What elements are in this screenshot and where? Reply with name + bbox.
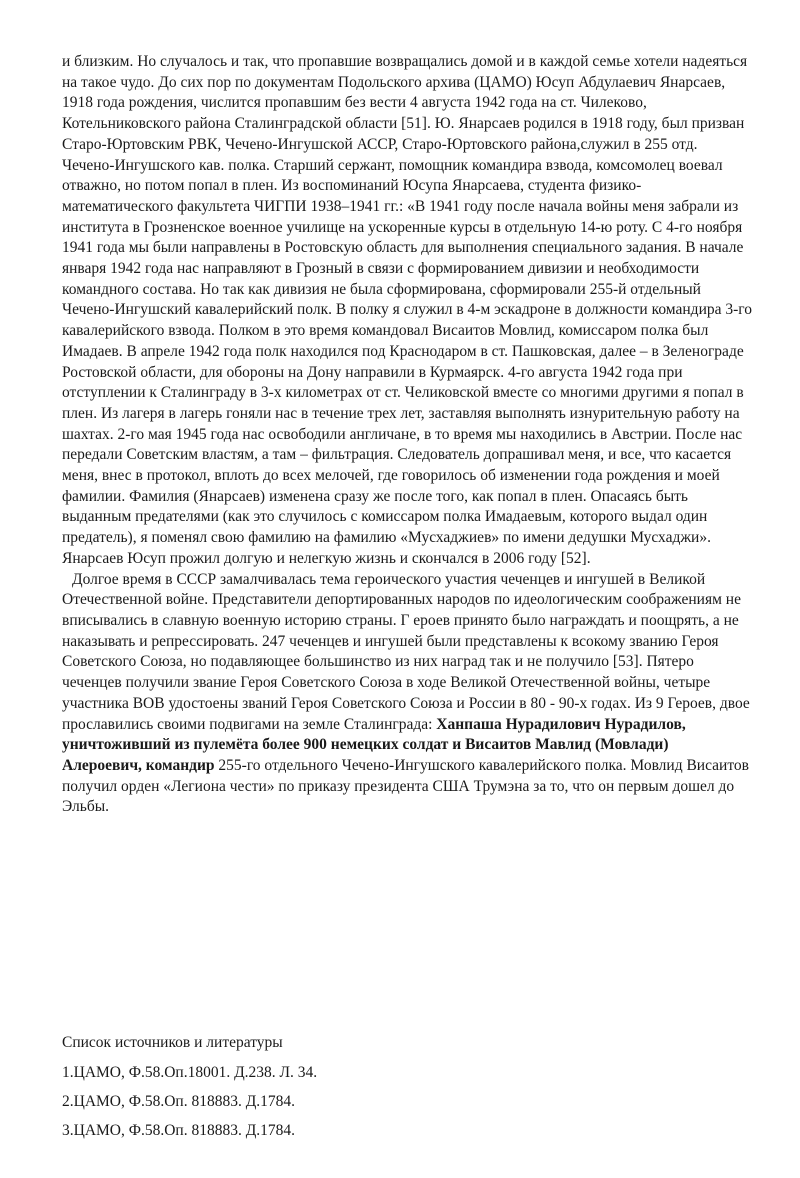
references-title: Список источников и литературы <box>62 1034 283 1051</box>
paragraph-heroes <box>62 570 752 818</box>
reference-item-3: 3.ЦАМО, Ф.58.Оп. 818883. Д.1784. <box>62 1122 296 1139</box>
paragraph-heroes-intro: Долгое время в СССР замалчивалась тема героического участия чеченцев и ингушей в Великой Отечественной войне. Представители депортированных народов по идеологическим соображениям не вписывались в славную военную историю страны. Г ероев принято было награждать и поощрять, а не наказывать и репрессировать. 247 чеченцев и ингушей были представлены к всокому званию Героя Советского Союза, но подавляющее большинство из них наград так и не получило [53]. Пятеро чеченцев получили звание Героя Советского Союза в ходе Великой Отечественной войны, четыре участника ВОВ удостоены званий Героя Советского Союза и России в 80 - 90-х годах. Из 9 Героев, двое прославились своими подвигами на земле Сталинграда: <box>62 570 750 733</box>
paragraph-heroes-ending: 255-го отдельного Чечено-Ингушского кавалерийского полка. Мовлид Висаитов получил орден «Легиона чести» по приказу президента США Трумэна за то, что он первым дошел до Эльбы. <box>62 756 749 816</box>
reference-item-1: 1.ЦАМО, Ф.58.Оп.18001. Д.238. Л. 34. <box>62 1064 318 1081</box>
document-body <box>62 52 752 818</box>
references-section <box>62 1033 317 1150</box>
reference-item-2: 2.ЦАМО, Ф.58.Оп. 818883. Д.1784. <box>62 1093 296 1110</box>
paragraph-heroes-bold-names: Ханпаша Нурадилович Нурадилов, уничтоживший из пулемёта более 900 немецких солдат и Висаитов Мавлид (Мовлади) Алероевич, командир <box>62 715 686 774</box>
paragraph-yanarsaev: и близким. Но случалось и так, что пропавшие возвращались домой и в каждой семье хотели надеяться на такое чудо. До сих пор по документам Подольского архива (ЦАМО) Юсуп Абдулаевич Янарсаев, 1918 года рождения, числится пропавшим без вести 4 августа 1942 года на ст. Чилеково, Котельниковского района Сталинградской области [51]. Ю. Янарсаев родился в 1918 году, был призван Старо-Юртовским РВК, Чечено-Ингушской АССР, Старо-Юртовского района,служил в 255 отд. Чечено-Ингушского кав. полка. Старший сержант, помощник командира взвода, комсомолец воевал отважно, но потом попал в плен. Из воспоминаний Юсупа Янарсаева, студента физико-математического факультета ЧИГПИ 1938–1941 гг.: «В 1941 году после начала войны меня забрали из института в Грозненское военное училище на ускоренные курсы в отдельную 14-ю роту. С 4-го ноября 1941 года мы были направлены в Ростовскую область для выполнения специального задания. В начале января 1942 года нас направляют в Грозный в связи с формированием дивизии и необходимости командного состава. Но так как дивизия не была сформирована, сформировали 255-й отдельный Чечено-Ингушский кавалерийский полк. В полку я служил в 4-м эскадроне в должности командира 3-го кавалерийского взвода. Полком в это время командовал Висаитов Мовлид, комиссаром полка был Имадаев. В апреле 1942 года полк находился под Краснодаром в ст. Пашковская, далее – в Зеленограде Ростовской области, для обороны на Дону направили в Курмаярск. 4-го августа 1942 года при отступлении к Сталинграду в 3-х километрах от ст. Челиковской вместе со многими другими я попал в плен. Из лагеря в лагерь гоняли нас в течение трех лет, заставляя выполнять изнурительную работу на шахтах. 2-го мая 1945 года нас освободили англичане, в то время мы находились в Австрии. После нас передали Советским властям, а там – фильтрация. Следователь допрашивал меня, и все, что касается меня, внес в протокол, вплоть до всех мелочей, где говорилось об изменении года рождения и моей фамилии. Фамилия (Янарсаев) изменена сразу же после того, как попал в плен. Опасаясь быть выданным предателями (как это случилось с комиссаром полка Имадаевым, которого выдал один предатель), я поменял свою фамилию на фамилию «Мусхаджиев» по имени дедушки Мусхаджи». Янарсаев Юсуп прожил долгую и нелегкую жизнь и скончался в 2006 году [52]. <box>62 53 752 567</box>
